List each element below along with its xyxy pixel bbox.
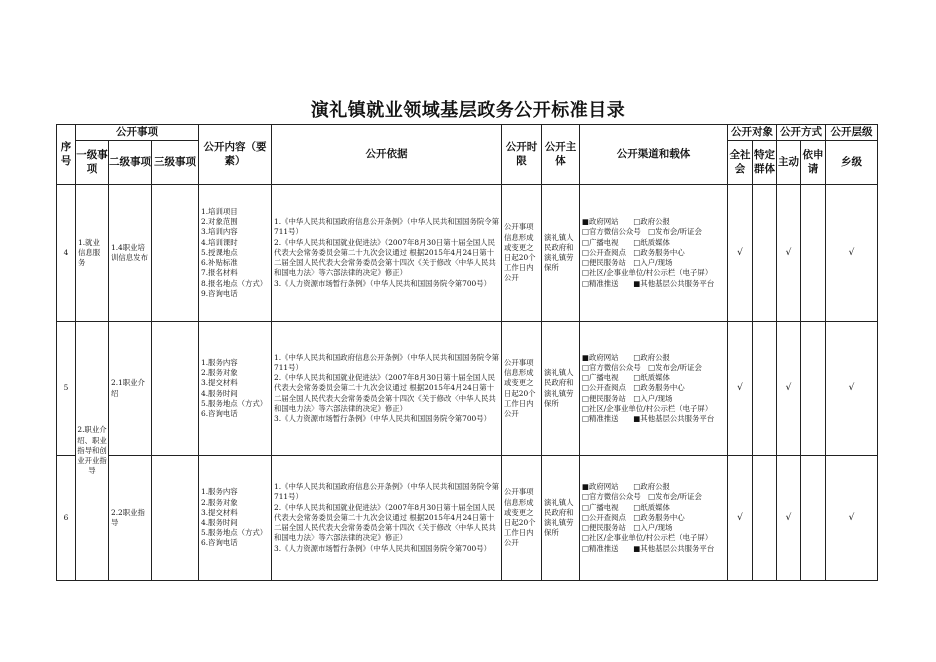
content-item: 3.提交材料 (201, 507, 238, 517)
header-on-request: 依申请 (801, 141, 826, 185)
content-item: 4.服务时间 (201, 388, 238, 398)
header-level1: 一级事项 (76, 141, 109, 185)
row-subject: 演礼镇人民政府和演礼镇劳保所 (542, 456, 580, 581)
channel-item: □公开查阅点 □政务服务中心 (582, 247, 685, 257)
row-level3 (152, 322, 199, 456)
row-basis (272, 322, 502, 456)
row-active: √ (777, 456, 801, 581)
content-item: 7.报名材料 (201, 268, 238, 278)
basis-item: 2.《中华人民共和国就业促进法》（2007年8月30日第十届全国人民代表大会常务委员会第二十九次会议通过 根据2015年4月24日第十二届全国人民代表大会常务委员会第十四次《关于修改〈中华人民共和国电力法〉等六部法律的决定》修正） (274, 502, 496, 543)
content-item: 3.培训内容 (201, 227, 238, 237)
content-item: 8.报名地点（方式） (201, 278, 268, 288)
channel-item: ■政府网站 □政府公报 (582, 352, 670, 362)
row-basis (272, 185, 502, 322)
channel-item: □精准推送 ■其他基层公共服务平台 (582, 278, 715, 288)
table-row (57, 185, 878, 322)
channel-item: □便民服务站 □入户/现场 (582, 258, 673, 268)
row-active: √ (777, 185, 801, 322)
header-specific: 特定群体 (753, 141, 777, 185)
content-item: 1.服务内容 (201, 487, 238, 497)
basis-item: 3.《人力资源市场暂行条例》（中华人民共和国国务院令第700号） (274, 543, 492, 553)
row-basis (272, 456, 502, 581)
channel-item: □官方微信公众号 □发布会/听证会 (582, 227, 702, 237)
row-deadline: 公开事项信息形成或变更之日起20个工作日内公开 (502, 185, 542, 322)
header-subject: 公开主体 (542, 125, 580, 185)
header-items: 公开事项 (76, 125, 199, 141)
content-item: 5.服务地点（方式） (201, 528, 268, 538)
content-item: 1.服务内容 (201, 357, 238, 367)
content-item: 1.培训项目 (201, 207, 238, 217)
row-all-society: √ (728, 185, 753, 322)
content-item: 9.咨询电话 (201, 288, 238, 298)
row-subject: 演礼镇人民政府和演礼镇劳保所 (542, 185, 580, 322)
row-channels (580, 456, 728, 581)
row-level2: 2.1职业介绍 (109, 322, 152, 456)
row-on-request (801, 322, 826, 456)
row-channels (580, 185, 728, 322)
row-subject: 演礼镇人民政府和演礼镇劳保所 (542, 322, 580, 456)
row-all-society: √ (728, 322, 753, 456)
channel-item: □社区/企事业单位/村公示栏（电子屏） (582, 403, 713, 413)
basis-item: 2.《中华人民共和国就业促进法》（2007年8月30日第十届全国人民代表大会常务委员会第二十九次会议通过 根据2015年4月24日第十二届全国人民代表大会常务委员会第十四次《关于修改〈中华人民共和国电力法〉等六部法律的决定》修正） (274, 373, 496, 413)
table-row (57, 322, 878, 456)
channel-item: ■政府网站 □政府公报 (582, 482, 670, 492)
row-level2: 2.2职业指导 (109, 456, 152, 581)
content-item: 4.服务时间 (201, 518, 238, 527)
channel-item: ■政府网站 □政府公报 (582, 217, 670, 227)
channel-item: □便民服务站 □入户/现场 (582, 523, 673, 533)
row-all-society: √ (728, 456, 753, 581)
channel-item: □官方微信公众号 □发布会/听证会 (582, 492, 702, 502)
header-all-society: 全社会 (728, 141, 753, 185)
table-row (57, 456, 878, 581)
row-seq: 6 (57, 456, 76, 581)
content-item: 4.培训课时 (201, 237, 238, 247)
content-item: 3.提交材料 (201, 378, 238, 388)
channel-item: □便民服务站 □入户/现场 (582, 393, 673, 403)
header-method: 公开方式 (777, 125, 826, 141)
content-item: 5.授课地点 (201, 247, 238, 257)
header-seq: 序号 (57, 125, 76, 185)
basis-item: 3.《人力资源市场暂行条例》（中华人民共和国国务院令第700号） (274, 414, 492, 424)
channel-item: □广播电视 □纸质媒体 (582, 237, 670, 247)
content-item: 6.咨询电话 (201, 408, 238, 418)
channel-item: □社区/企事业单位/村公示栏（电子屏） (582, 268, 713, 278)
basis-item: 2.《中华人民共和国就业促进法》（2007年8月30日第十届全国人民代表大会常务委员会第二十九次会议通过 根据2015年4月24日第十二届全国人民代表大会常务委员会第十四次《关于修改〈中华人民共和国电力法〉等六部法律的决定》修正） (274, 237, 496, 278)
content-item: 5.服务地点（方式） (201, 398, 268, 408)
content-item: 2.服务对象 (201, 497, 238, 507)
row-on-request (801, 456, 826, 581)
header-basis: 公开依据 (272, 125, 502, 185)
row-seq: 4 (57, 185, 76, 322)
content-item: 6.咨询电话 (201, 538, 238, 548)
header-target: 公开对象 (728, 125, 777, 141)
row-specific (753, 185, 777, 322)
row-seq: 5 (57, 322, 76, 456)
header-channel: 公开渠道和载体 (580, 125, 728, 185)
channel-item: □精准推送 ■其他基层公共服务平台 (582, 543, 715, 553)
row-on-request (801, 185, 826, 322)
row-level1: 1.就业信息服务 (76, 185, 109, 322)
basis-item: 1.《中华人民共和国政府信息公开条例》（中华人民共和国国务院令第711号） (274, 482, 500, 502)
header-deadline: 公开时限 (502, 125, 542, 185)
header-layer: 公开层级 (826, 125, 878, 141)
header-active: 主动 (777, 141, 801, 185)
row-township: √ (826, 322, 878, 456)
header-content: 公开内容（要素） (199, 125, 272, 185)
basis-item: 1.《中华人民共和国政府信息公开条例》（中华人民共和国国务院令第711号） (274, 217, 500, 237)
row-township: √ (826, 185, 878, 322)
row-channels (580, 322, 728, 456)
content-item: 6.补贴标准 (201, 258, 238, 268)
row-level1: 2.职业介绍、职业指导和创业开业指导 (76, 322, 109, 581)
channel-item: □官方微信公众号 □发布会/听证会 (582, 362, 702, 372)
row-level3 (152, 456, 199, 581)
row-level3 (152, 185, 199, 322)
channel-item: □社区/企事业单位/村公示栏（电子屏） (582, 533, 713, 543)
row-deadline: 公开事项信息形成或变更之日起20个工作日内公开 (502, 322, 542, 456)
row-content (199, 322, 272, 456)
header-level3: 三级事项 (152, 141, 199, 185)
header-level2: 二级事项 (109, 141, 152, 185)
row-content (199, 456, 272, 581)
page-title: 演礼镇就业领域基层政务公开标准目录 (310, 100, 626, 121)
channel-item: □公开查阅点 □政务服务中心 (582, 383, 685, 393)
channel-item: □广播电视 □纸质媒体 (582, 502, 670, 512)
basis-item: 1.《中华人民共和国政府信息公开条例》（中华人民共和国国务院令第711号） (274, 352, 500, 372)
row-deadline: 公开事项信息形成或变更之日起20个工作日内公开 (502, 456, 542, 581)
row-specific (753, 322, 777, 456)
disclosure-table (56, 124, 878, 581)
content-item: 2.服务对象 (201, 368, 238, 378)
row-content (199, 185, 272, 322)
row-active: √ (777, 322, 801, 456)
channel-item: □广播电视 □纸质媒体 (582, 373, 670, 383)
basis-item: 3.《人力资源市场暂行条例》（中华人民共和国国务院令第700号） (274, 278, 492, 288)
row-level2: 1.4职业培训信息发布 (109, 185, 152, 322)
row-township: √ (826, 456, 878, 581)
channel-item: □精准推送 ■其他基层公共服务平台 (582, 414, 715, 424)
channel-item: □公开查阅点 □政务服务中心 (582, 512, 685, 522)
row-specific (753, 456, 777, 581)
header-township: 乡级 (826, 141, 878, 185)
content-item: 2.对象范围 (201, 217, 238, 227)
